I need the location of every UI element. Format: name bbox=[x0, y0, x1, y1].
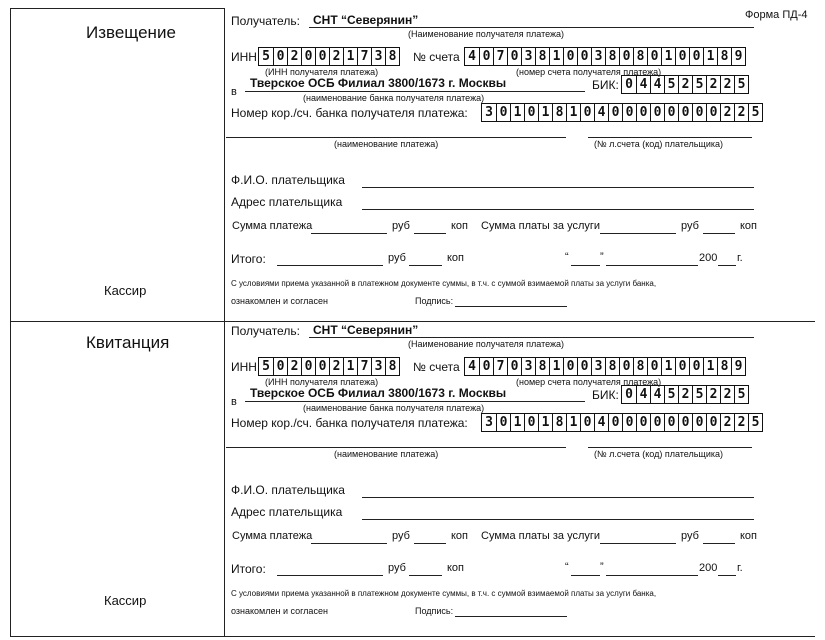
digit-cell: 0 bbox=[273, 48, 287, 65]
year-suffix: г. bbox=[737, 252, 743, 264]
digit-cell: 0 bbox=[664, 104, 678, 121]
inn-caption: (ИНН получателя платежа) bbox=[265, 67, 379, 77]
outer-bottom-border bbox=[10, 636, 815, 637]
recipient-caption: (Наименование получателя платежа) bbox=[408, 339, 565, 349]
digit-cell: 2 bbox=[720, 386, 734, 403]
digit-cell: 8 bbox=[717, 358, 731, 375]
inn-label: ИНН bbox=[231, 50, 257, 64]
bik-label: БИК: bbox=[592, 388, 619, 402]
service-sum-label: Сумма платы за услуги bbox=[481, 220, 601, 232]
digit-cell: 0 bbox=[496, 414, 510, 431]
digit-cell: 0 bbox=[689, 48, 703, 65]
total-kop-label: коп bbox=[447, 562, 465, 574]
terms-text: С условиями приема указанной в платежном документе суммы, в т.ч. с суммой взимаемой платы за услуги банка, bbox=[231, 589, 657, 598]
digit-cell: 8 bbox=[552, 414, 566, 431]
digit-cell: 0 bbox=[625, 387, 633, 402]
date-day-line[interactable] bbox=[571, 265, 600, 266]
digit-cell: 8 bbox=[633, 358, 647, 375]
digit-cell: 7 bbox=[493, 48, 507, 65]
payment-name-caption: (наименование платежа) bbox=[334, 449, 439, 459]
digit-cell: 9 bbox=[731, 48, 745, 65]
digit-cell: 1 bbox=[703, 358, 717, 375]
service-kop-label: коп bbox=[740, 530, 758, 542]
personal-account-caption: (№ л.счета (код) плательщика) bbox=[594, 449, 723, 459]
cashier-label: Кассир bbox=[104, 593, 147, 608]
digit-cell: 4 bbox=[650, 76, 664, 93]
digit-cell: 2 bbox=[287, 48, 301, 65]
digit-cell: 8 bbox=[717, 48, 731, 65]
digit-cell: 2 bbox=[734, 104, 748, 121]
payer-address-line[interactable] bbox=[362, 519, 754, 520]
bik-cells bbox=[621, 385, 749, 404]
payer-address-line[interactable] bbox=[362, 209, 754, 210]
digit-cell: 2 bbox=[720, 104, 734, 121]
digit-cell: 1 bbox=[538, 414, 552, 431]
digit-cell: 0 bbox=[301, 48, 315, 65]
digit-cell: 0 bbox=[625, 77, 633, 92]
digit-cell: 2 bbox=[720, 76, 734, 93]
digit-cell: 0 bbox=[622, 104, 636, 121]
digit-cell: 8 bbox=[535, 48, 549, 65]
digit-cell: 0 bbox=[706, 414, 720, 431]
digit-cell: 3 bbox=[371, 358, 385, 375]
digit-cell: 5 bbox=[262, 49, 270, 64]
digit-cell: 1 bbox=[703, 48, 717, 65]
year-prefix: 200 bbox=[699, 562, 718, 574]
digit-cell: 0 bbox=[301, 358, 315, 375]
date-quote-open: “ bbox=[565, 251, 569, 263]
sum-rub-line[interactable] bbox=[311, 543, 387, 544]
payment-name-caption: (наименование платежа) bbox=[334, 139, 439, 149]
date-quote-close: ” bbox=[600, 251, 604, 263]
digit-cell: 1 bbox=[510, 414, 524, 431]
bank-name: Тверское ОСБ Филиал 3800/1673 г. Москвы bbox=[250, 76, 507, 90]
account-label: № счета bbox=[413, 50, 460, 64]
service-rub-label: руб bbox=[681, 530, 699, 542]
signature-line[interactable] bbox=[455, 306, 567, 307]
personal-account-line[interactable] bbox=[588, 137, 752, 138]
digit-cell: 0 bbox=[678, 104, 692, 121]
service-sum-label: Сумма платы за услуги bbox=[481, 530, 601, 542]
payer-name-line[interactable] bbox=[362, 497, 754, 498]
digit-cell: 0 bbox=[496, 104, 510, 121]
date-year-line[interactable] bbox=[718, 265, 736, 266]
service-kop-line[interactable] bbox=[703, 543, 735, 544]
cashier-label: Кассир bbox=[104, 283, 147, 298]
digit-cell: 2 bbox=[706, 386, 720, 403]
digit-cell: 5 bbox=[262, 359, 270, 374]
digit-cell: 0 bbox=[622, 414, 636, 431]
service-rub-label: руб bbox=[681, 220, 699, 232]
digit-cell: 5 bbox=[664, 386, 678, 403]
section-title: Извещение bbox=[86, 23, 176, 42]
payment-name-line[interactable] bbox=[226, 137, 566, 138]
digit-cell: 0 bbox=[692, 414, 706, 431]
digit-cell: 0 bbox=[479, 358, 493, 375]
payer-address-label: Адрес плательщика bbox=[231, 195, 343, 209]
column-divider bbox=[224, 8, 225, 636]
agreed-text: ознакомлен и согласен bbox=[231, 296, 328, 306]
digit-cell: 3 bbox=[485, 105, 493, 120]
digit-cell: 1 bbox=[661, 358, 675, 375]
payer-name-line[interactable] bbox=[362, 187, 754, 188]
digit-cell: 0 bbox=[479, 48, 493, 65]
digit-cell: 1 bbox=[510, 104, 524, 121]
service-kop-line[interactable] bbox=[703, 233, 735, 234]
digit-cell: 0 bbox=[577, 358, 591, 375]
digit-cell: 2 bbox=[678, 76, 692, 93]
bik-cells bbox=[621, 75, 749, 94]
bik-label: БИК: bbox=[592, 78, 619, 92]
inn-cells bbox=[258, 357, 400, 376]
digit-cell: 0 bbox=[675, 48, 689, 65]
digit-cell: 5 bbox=[734, 386, 748, 403]
digit-cell: 4 bbox=[468, 359, 476, 374]
digit-cell: 5 bbox=[748, 104, 762, 121]
digit-cell: 8 bbox=[605, 358, 619, 375]
digit-cell: 0 bbox=[650, 414, 664, 431]
digit-cell: 3 bbox=[485, 415, 493, 430]
form-code: Форма ПД-4 bbox=[745, 9, 808, 21]
recipient-caption: (Наименование получателя платежа) bbox=[408, 29, 565, 39]
digit-cell: 2 bbox=[329, 358, 343, 375]
digit-cell: 8 bbox=[552, 104, 566, 121]
corr-cells bbox=[481, 103, 763, 122]
digit-cell: 9 bbox=[731, 358, 745, 375]
sum-kop-label: коп bbox=[451, 220, 469, 232]
digit-cell: 1 bbox=[343, 358, 357, 375]
digit-cell: 0 bbox=[636, 414, 650, 431]
recipient-name: СНТ “Северянин” bbox=[313, 323, 419, 337]
digit-cell: 0 bbox=[577, 48, 591, 65]
corr-cells bbox=[481, 413, 763, 432]
digit-cell: 2 bbox=[720, 414, 734, 431]
recipient-line bbox=[309, 337, 754, 338]
bank-caption: (наименование банка получателя платежа) bbox=[303, 93, 485, 103]
recipient-label: Получатель: bbox=[231, 324, 300, 338]
digit-cell: 0 bbox=[689, 358, 703, 375]
digit-cell: 0 bbox=[678, 414, 692, 431]
digit-cell: 0 bbox=[619, 48, 633, 65]
date-year-line[interactable] bbox=[718, 575, 736, 576]
total-rub-label: руб bbox=[388, 562, 406, 574]
digit-cell: 1 bbox=[661, 48, 675, 65]
corr-label: Номер кор./сч. банка получателя платежа: bbox=[231, 106, 468, 120]
digit-cell: 7 bbox=[357, 48, 371, 65]
digit-cell: 0 bbox=[650, 104, 664, 121]
digit-cell: 5 bbox=[664, 76, 678, 93]
sum-kop-line[interactable] bbox=[414, 233, 446, 234]
digit-cell: 2 bbox=[734, 414, 748, 431]
bank-caption: (наименование банка получателя платежа) bbox=[303, 403, 485, 413]
section-title: Квитанция bbox=[86, 333, 170, 352]
bank-prefix: в bbox=[231, 396, 237, 408]
payer-name-label: Ф.И.О. плательщика bbox=[231, 483, 345, 497]
digit-cell: 3 bbox=[591, 358, 605, 375]
digit-cell: 4 bbox=[594, 104, 608, 121]
outer-top-border bbox=[10, 8, 224, 9]
digit-cell: 0 bbox=[647, 358, 661, 375]
account-caption: (номер счета получателя платежа) bbox=[516, 377, 662, 387]
terms-text: С условиями приема указанной в платежном документе суммы, в т.ч. с суммой взимаемой платы за услуги банка, bbox=[231, 279, 657, 288]
digit-cell: 0 bbox=[524, 104, 538, 121]
bank-prefix: в bbox=[231, 86, 237, 98]
service-rub-line[interactable] bbox=[600, 233, 676, 234]
digit-cell: 2 bbox=[706, 76, 720, 93]
agreed-text: ознакомлен и согласен bbox=[231, 606, 328, 616]
digit-cell: 0 bbox=[647, 48, 661, 65]
sum-label: Сумма платежа bbox=[232, 530, 313, 542]
digit-cell: 4 bbox=[468, 49, 476, 64]
section-divider bbox=[10, 321, 815, 322]
digit-cell: 2 bbox=[329, 48, 343, 65]
digit-cell: 3 bbox=[521, 48, 535, 65]
digit-cell: 4 bbox=[636, 76, 650, 93]
account-cells bbox=[464, 357, 746, 376]
digit-cell: 5 bbox=[734, 76, 748, 93]
inn-caption: (ИНН получателя платежа) bbox=[265, 377, 379, 387]
total-kop-line[interactable] bbox=[409, 265, 442, 266]
corr-label: Номер кор./сч. банка получателя платежа: bbox=[231, 416, 468, 430]
digit-cell: 8 bbox=[535, 358, 549, 375]
outer-left-border bbox=[10, 8, 11, 636]
signature-label: Подпись: bbox=[415, 606, 454, 616]
digit-cell: 3 bbox=[371, 48, 385, 65]
digit-cell: 0 bbox=[315, 358, 329, 375]
digit-cell: 0 bbox=[608, 414, 622, 431]
total-kop-line[interactable] bbox=[409, 575, 442, 576]
digit-cell: 0 bbox=[664, 414, 678, 431]
digit-cell: 8 bbox=[385, 48, 399, 65]
bank-name: Тверское ОСБ Филиал 3800/1673 г. Москвы bbox=[250, 386, 507, 400]
inn-cells bbox=[258, 47, 400, 66]
digit-cell: 1 bbox=[538, 104, 552, 121]
payment-name-line[interactable] bbox=[226, 447, 566, 448]
date-day-line[interactable] bbox=[571, 575, 600, 576]
digit-cell: 4 bbox=[636, 386, 650, 403]
digit-cell: 0 bbox=[524, 414, 538, 431]
total-kop-label: коп bbox=[447, 252, 465, 264]
digit-cell: 0 bbox=[580, 414, 594, 431]
total-rub-label: руб bbox=[388, 252, 406, 264]
digit-cell: 0 bbox=[315, 48, 329, 65]
account-caption: (номер счета получателя платежа) bbox=[516, 67, 662, 77]
digit-cell: 1 bbox=[549, 358, 563, 375]
digit-cell: 0 bbox=[706, 104, 720, 121]
total-rub-line[interactable] bbox=[277, 575, 383, 576]
digit-cell: 0 bbox=[563, 48, 577, 65]
account-label: № счета bbox=[413, 360, 460, 374]
recipient-line bbox=[309, 27, 754, 28]
payer-name-label: Ф.И.О. плательщика bbox=[231, 173, 345, 187]
account-cells bbox=[464, 47, 746, 66]
total-rub-line[interactable] bbox=[277, 265, 383, 266]
digit-cell: 0 bbox=[580, 104, 594, 121]
personal-account-line[interactable] bbox=[588, 447, 752, 448]
payer-address-label: Адрес плательщика bbox=[231, 505, 343, 519]
signature-line[interactable] bbox=[455, 616, 567, 617]
date-month-line[interactable] bbox=[606, 265, 698, 266]
digit-cell: 0 bbox=[619, 358, 633, 375]
digit-cell: 2 bbox=[287, 358, 301, 375]
digit-cell: 8 bbox=[605, 48, 619, 65]
digit-cell: 4 bbox=[594, 414, 608, 431]
sum-rub-label: руб bbox=[392, 530, 410, 542]
digit-cell: 1 bbox=[343, 48, 357, 65]
digit-cell: 7 bbox=[493, 358, 507, 375]
recipient-label: Получатель: bbox=[231, 14, 300, 28]
digit-cell: 4 bbox=[650, 386, 664, 403]
digit-cell: 0 bbox=[636, 104, 650, 121]
service-kop-label: коп bbox=[740, 220, 758, 232]
year-suffix: г. bbox=[737, 562, 743, 574]
digit-cell: 8 bbox=[633, 48, 647, 65]
date-quote-open: “ bbox=[565, 561, 569, 573]
digit-cell: 3 bbox=[521, 358, 535, 375]
digit-cell: 0 bbox=[563, 358, 577, 375]
digit-cell: 5 bbox=[692, 76, 706, 93]
digit-cell: 5 bbox=[692, 386, 706, 403]
inn-label: ИНН bbox=[231, 360, 257, 374]
sum-rub-line[interactable] bbox=[311, 233, 387, 234]
digit-cell: 1 bbox=[549, 48, 563, 65]
digit-cell: 0 bbox=[692, 104, 706, 121]
signature-label: Подпись: bbox=[415, 296, 454, 306]
total-label: Итого: bbox=[231, 252, 266, 266]
recipient-name: СНТ “Северянин” bbox=[313, 13, 419, 27]
digit-cell: 0 bbox=[507, 48, 521, 65]
date-quote-close: ” bbox=[600, 561, 604, 573]
digit-cell: 5 bbox=[748, 414, 762, 431]
personal-account-caption: (№ л.счета (код) плательщика) bbox=[594, 139, 723, 149]
sum-kop-label: коп bbox=[451, 530, 469, 542]
bank-line bbox=[245, 91, 585, 92]
digit-cell: 0 bbox=[608, 104, 622, 121]
digit-cell: 1 bbox=[566, 414, 580, 431]
digit-cell: 7 bbox=[357, 358, 371, 375]
sum-label: Сумма платежа bbox=[232, 220, 313, 232]
sum-kop-line[interactable] bbox=[414, 543, 446, 544]
year-prefix: 200 bbox=[699, 252, 718, 264]
sum-rub-label: руб bbox=[392, 220, 410, 232]
digit-cell: 0 bbox=[273, 358, 287, 375]
digit-cell: 1 bbox=[566, 104, 580, 121]
service-rub-line[interactable] bbox=[600, 543, 676, 544]
digit-cell: 3 bbox=[591, 48, 605, 65]
digit-cell: 0 bbox=[675, 358, 689, 375]
total-label: Итого: bbox=[231, 562, 266, 576]
digit-cell: 8 bbox=[385, 358, 399, 375]
digit-cell: 0 bbox=[507, 358, 521, 375]
bank-line bbox=[245, 401, 585, 402]
date-month-line[interactable] bbox=[606, 575, 698, 576]
digit-cell: 2 bbox=[678, 386, 692, 403]
